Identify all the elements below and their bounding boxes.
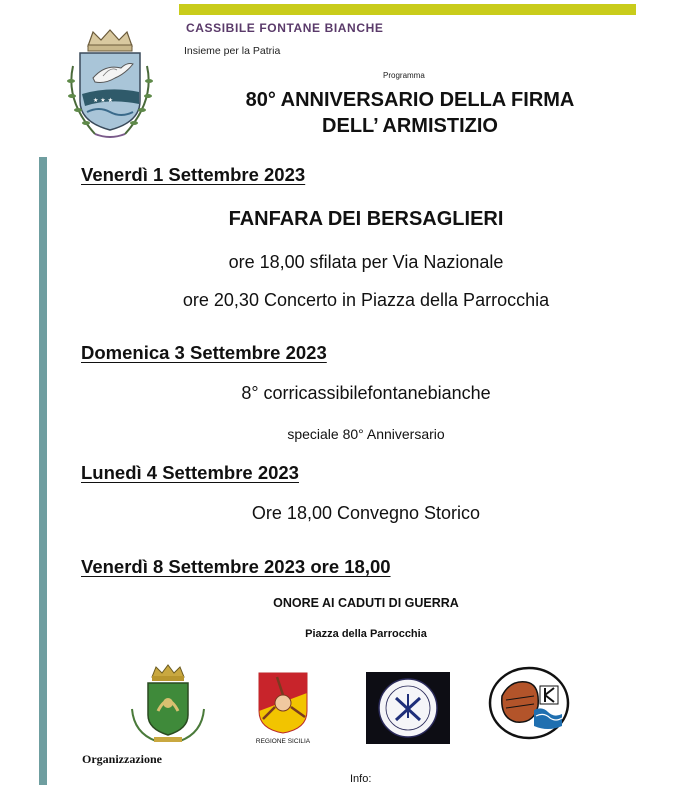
svg-text:★ ★ ★: ★ ★ ★ (93, 97, 113, 104)
motto: Insieme per la Patria (184, 45, 281, 57)
title-line-1: 80° ANNIVERSARIO DELLA FIRMA (245, 89, 575, 111)
cultural-association-logo (488, 666, 570, 740)
event-line-day1-2: ore 20,30 Concerto in Piazza della Parrocchia (182, 290, 550, 310)
event-line-day4-1: ONORE AI CADUTI DI GUERRA (273, 596, 459, 610)
event-date-day4: Venerdì 8 Settembre 2023 ore 18,00 (81, 556, 391, 577)
organizzazione-label: Organizzazione (82, 752, 162, 766)
organization-name: CASSIBILE FONTANE BIANCHE (186, 21, 384, 35)
top-accent-bar (179, 4, 636, 15)
regione-sicilia-logo (257, 671, 309, 735)
info-label: Info: (350, 773, 372, 785)
event-line-day3-1: Ore 18,00 Convegno Storico (251, 503, 481, 523)
event-date-day3: Lunedì 4 Settembre 2023 (81, 462, 299, 483)
event-headline-day1: FANFARA DEI BERSAGLIERI (228, 208, 504, 230)
event-line-day4-2: Piazza della Parrocchia (305, 628, 427, 640)
title-line-2: DELL’ ARMISTIZIO (322, 115, 498, 137)
event-headline-day2: 8° corricassibilefontanebianche (241, 383, 491, 403)
programma-label: Programma (383, 71, 425, 80)
event-date-day1: Venerdì 1 Settembre 2023 (81, 164, 306, 185)
association-logo (366, 672, 450, 744)
left-accent-bar (39, 157, 47, 785)
event-line-day1-1: ore 18,00 sfilata per Via Nazionale (228, 252, 504, 272)
regione-sicilia-caption: REGIONE SICILIA (255, 738, 311, 745)
event-line-day2-1: speciale 80° Anniversario (287, 426, 445, 442)
event-date-day2: Domenica 3 Settembre 2023 (81, 342, 327, 363)
municipal-crest-logo (126, 663, 210, 747)
page-title (140, 87, 677, 139)
